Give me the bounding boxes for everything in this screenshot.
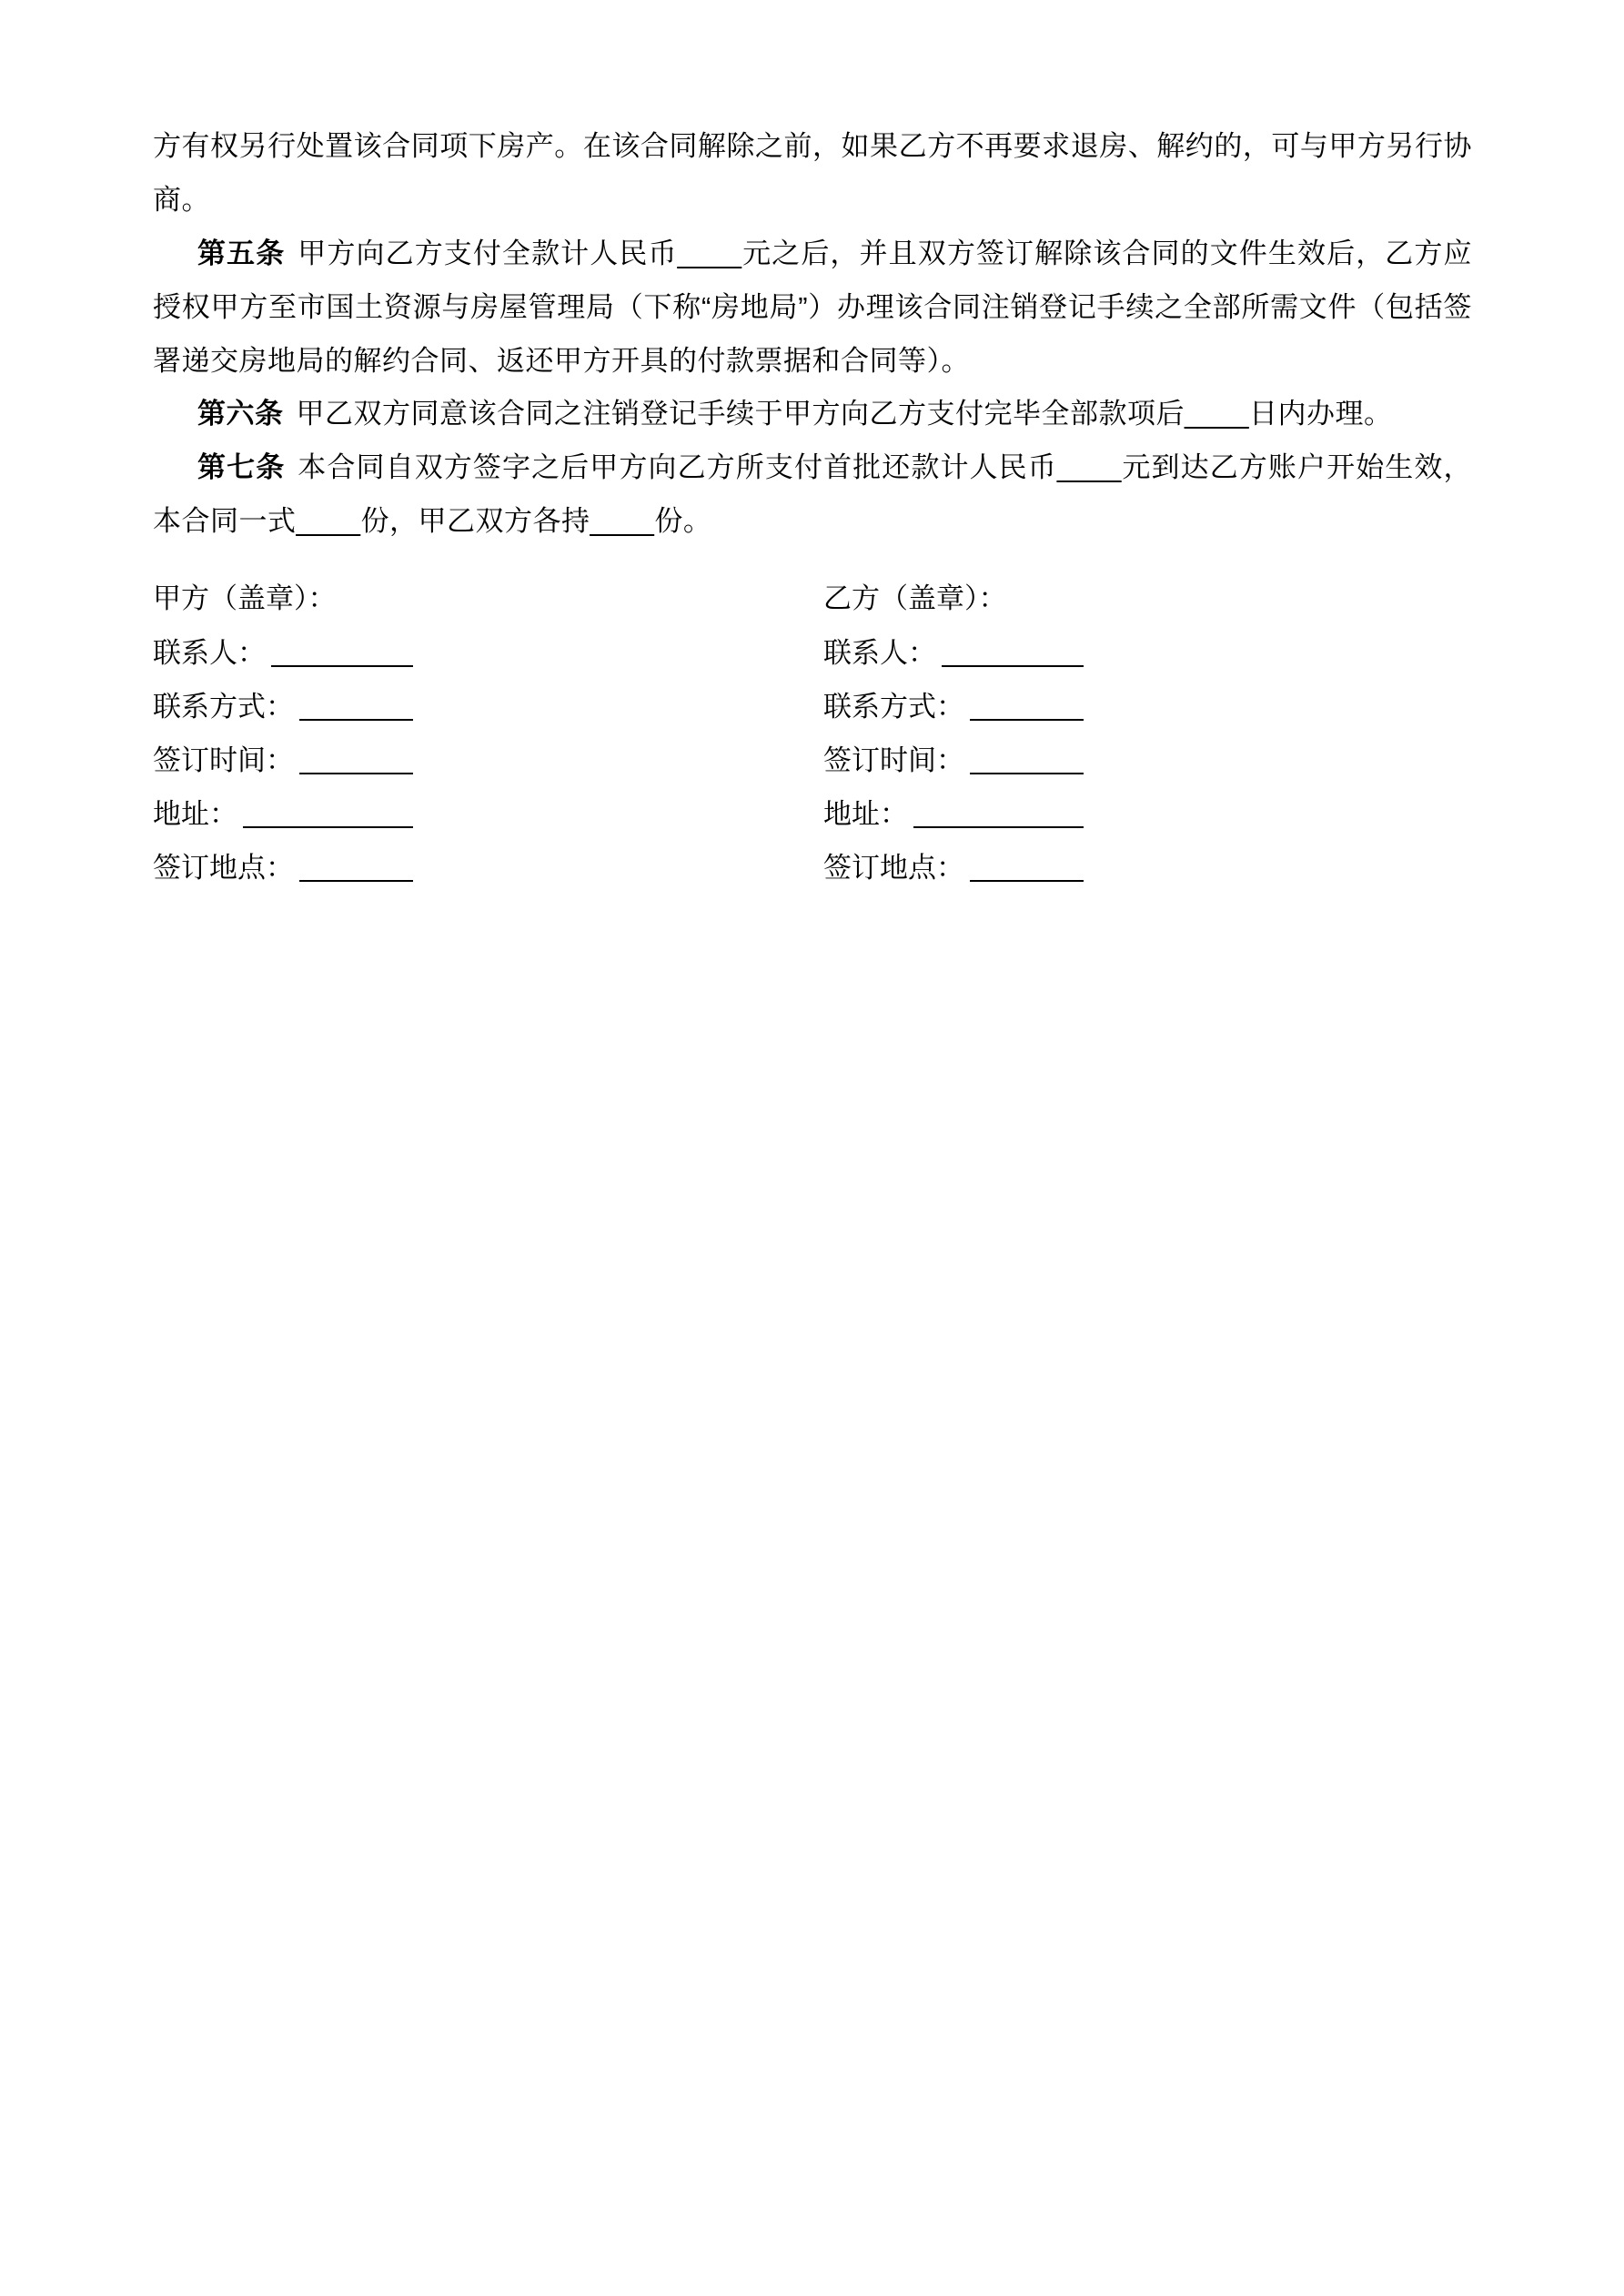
- party-b-contact-person-label: 联系人：: [823, 637, 936, 670]
- party-b-title: 乙方（盖章）：: [823, 582, 1007, 615]
- party-b-signing-time-blank-line: [970, 745, 1084, 774]
- article-6-heading: 第六条: [197, 398, 284, 430]
- party-b-signing-place-blank-line: [970, 853, 1084, 882]
- party-b-contact-method-label: 联系方式：: [823, 691, 964, 723]
- article-6-text: 甲乙双方同意该合同之注销登记手续于甲方向乙方支付完毕全部款项后____日内办理。: [296, 398, 1393, 430]
- article-5-text: 甲方向乙方支付全款计人民币____元之后，并且双方签订解除该合同的文件生效后，乙方应授权甲方至市国土资源与房屋管理局（下称“房地局”）办理该合同注销登记手续之全部所需文件（包括签署递交房地局的解约合同、返还甲方开具的付款票据和合同等）。: [153, 237, 1472, 377]
- article-6-paragraph: [153, 388, 1472, 441]
- party-a-signing-time-label: 签订时间：: [153, 744, 294, 777]
- party-b-contact-person-row: [823, 638, 1084, 669]
- party-b-signing-place-row: [823, 853, 1084, 884]
- party-b-signing-time-label: 签订时间：: [823, 744, 964, 777]
- party-b-contact-method-row: [823, 692, 1084, 723]
- article-5-paragraph: [153, 228, 1472, 389]
- party-a-address-blank-line: [243, 799, 413, 828]
- party-b-signing-place-label: 签订地点：: [823, 852, 964, 885]
- party-a-signing-place-row: [153, 853, 413, 884]
- party-a-signing-time-blank-line: [299, 745, 413, 774]
- article-7-text: 本合同自双方签字之后甲方向乙方所支付首批还款计人民币____元到达乙方账户开始生效，本合同一式____份，甲乙双方各持____份。: [153, 451, 1472, 538]
- party-a-contact-person-blank-line: [271, 638, 413, 667]
- signature-section: [153, 583, 1472, 906]
- party-b-signature-block: [823, 583, 1472, 906]
- party-a-contact-method-row: [153, 692, 413, 723]
- article-5-heading: 第五条: [197, 237, 286, 269]
- party-a-title: 甲方（盖章）：: [153, 582, 337, 615]
- article-7-paragraph: [153, 441, 1472, 549]
- party-a-signing-place-label: 签订地点：: [153, 852, 294, 885]
- party-a-signing-place-blank-line: [299, 853, 413, 882]
- party-b-address-row: [823, 799, 1084, 830]
- party-b-address-blank-line: [913, 799, 1084, 828]
- party-a-contact-method-label: 联系方式：: [153, 691, 294, 723]
- party-b-address-label: 地址：: [823, 798, 908, 831]
- party-a-signature-block: [153, 583, 823, 906]
- party-b-contact-person-blank-line: [942, 638, 1084, 667]
- article-7-heading: 第七条: [197, 451, 286, 484]
- party-b-signing-time-row: [823, 745, 1084, 776]
- party-a-contact-method-blank-line: [299, 692, 413, 721]
- paragraph-continuation: [153, 120, 1472, 228]
- party-a-address-row: [153, 799, 413, 830]
- paragraph-continuation-text: 方有权另行处置该合同项下房产。在该合同解除之前，如果乙方不再要求退房、解约的，可与甲方另行协商。: [153, 130, 1472, 216]
- party-a-signing-time-row: [153, 745, 413, 776]
- party-a-contact-person-label: 联系人：: [153, 637, 266, 670]
- party-b-contact-method-blank-line: [970, 692, 1084, 721]
- party-a-address-label: 地址：: [153, 798, 237, 831]
- party-a-contact-person-row: [153, 638, 413, 669]
